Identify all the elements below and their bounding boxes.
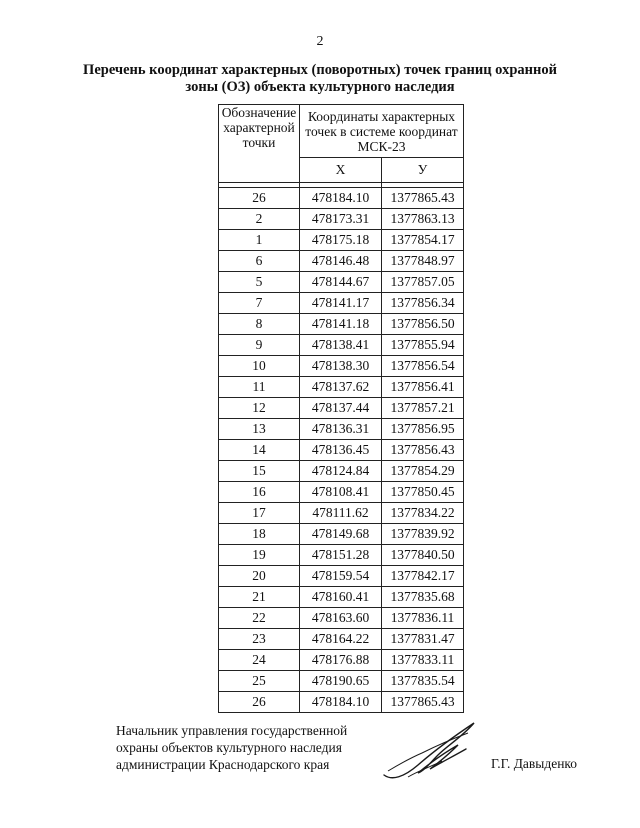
point-cell: 19 <box>219 545 300 566</box>
x-coordinate-cell: 478138.41 <box>300 335 382 356</box>
x-coordinate-cell: 478184.10 <box>300 188 382 209</box>
x-coordinate-cell: 478176.88 <box>300 650 382 671</box>
table-row <box>219 503 464 524</box>
table-row <box>219 524 464 545</box>
y-coordinate-cell: 1377835.54 <box>382 671 464 692</box>
table-row <box>219 587 464 608</box>
title-line-2: зоны (ОЗ) объекта культурного наследия <box>185 79 455 95</box>
point-cell: 22 <box>219 608 300 629</box>
point-cell: 10 <box>219 356 300 377</box>
table-row <box>219 356 464 377</box>
y-coordinate-cell: 1377842.17 <box>382 566 464 587</box>
table-row <box>219 398 464 419</box>
x-coordinate-cell: 478111.62 <box>300 503 382 524</box>
x-coordinate-cell: 478137.62 <box>300 377 382 398</box>
point-cell: 5 <box>219 272 300 293</box>
table-row <box>219 440 464 461</box>
document-title <box>60 62 580 96</box>
x-coordinate-cell: 478173.31 <box>300 209 382 230</box>
x-coordinate-cell: 478141.17 <box>300 293 382 314</box>
table-row <box>219 272 464 293</box>
x-coordinate-cell: 478184.10 <box>300 692 382 713</box>
point-cell: 26 <box>219 188 300 209</box>
point-cell: 23 <box>219 629 300 650</box>
position-line-2: охраны объектов культурного наследия <box>116 740 342 755</box>
y-coordinate-cell: 1377863.13 <box>382 209 464 230</box>
header-x: Х <box>300 158 382 183</box>
handwritten-signature <box>378 715 478 783</box>
point-cell: 13 <box>219 419 300 440</box>
table-row <box>219 293 464 314</box>
table-row <box>219 692 464 713</box>
table-row <box>219 650 464 671</box>
y-coordinate-cell: 1377836.11 <box>382 608 464 629</box>
y-coordinate-cell: 1377856.34 <box>382 293 464 314</box>
point-cell: 21 <box>219 587 300 608</box>
table-row <box>219 671 464 692</box>
signatory-name: Г.Г. Давыденко <box>491 756 578 771</box>
x-coordinate-cell: 478144.67 <box>300 272 382 293</box>
point-cell: 18 <box>219 524 300 545</box>
y-coordinate-cell: 1377848.97 <box>382 251 464 272</box>
point-cell: 16 <box>219 482 300 503</box>
coordinates-table-body <box>219 188 464 713</box>
table-row <box>219 209 464 230</box>
y-coordinate-cell: 1377856.41 <box>382 377 464 398</box>
point-cell: 7 <box>219 293 300 314</box>
page-number: 2 <box>316 34 324 49</box>
table-row <box>219 608 464 629</box>
table-row <box>219 335 464 356</box>
x-coordinate-cell: 478190.65 <box>300 671 382 692</box>
point-cell: 9 <box>219 335 300 356</box>
y-coordinate-cell: 1377840.50 <box>382 545 464 566</box>
table-row <box>219 314 464 335</box>
x-coordinate-cell: 478141.18 <box>300 314 382 335</box>
y-coordinate-cell: 1377857.05 <box>382 272 464 293</box>
table-row <box>219 566 464 587</box>
coordinates-table <box>218 104 464 713</box>
y-coordinate-cell: 1377856.50 <box>382 314 464 335</box>
position-line-3: администрации Краснодарского края <box>116 757 330 772</box>
title-line-1: Перечень координат характерных (поворотных) точек границ охранной <box>83 62 557 78</box>
y-coordinate-cell: 1377834.22 <box>382 503 464 524</box>
y-coordinate-cell: 1377856.43 <box>382 440 464 461</box>
x-coordinate-cell: 478124.84 <box>300 461 382 482</box>
point-cell: 17 <box>219 503 300 524</box>
x-coordinate-cell: 478136.45 <box>300 440 382 461</box>
table-row <box>219 545 464 566</box>
table-row <box>219 629 464 650</box>
point-cell: 15 <box>219 461 300 482</box>
x-coordinate-cell: 478175.18 <box>300 230 382 251</box>
point-cell: 14 <box>219 440 300 461</box>
point-cell: 20 <box>219 566 300 587</box>
table-row <box>219 482 464 503</box>
y-coordinate-cell: 1377857.21 <box>382 398 464 419</box>
y-coordinate-cell: 1377856.95 <box>382 419 464 440</box>
position-line-1: Начальник управления государственной <box>116 723 348 738</box>
point-cell: 8 <box>219 314 300 335</box>
y-coordinate-cell: 1377854.17 <box>382 230 464 251</box>
x-coordinate-cell: 478138.30 <box>300 356 382 377</box>
table-row <box>219 230 464 251</box>
header-coordinates: Координаты характерных точек в системе координат МСК-23 <box>300 105 464 158</box>
point-cell: 12 <box>219 398 300 419</box>
y-coordinate-cell: 1377833.11 <box>382 650 464 671</box>
table-row <box>219 188 464 209</box>
y-coordinate-cell: 1377865.43 <box>382 692 464 713</box>
point-cell: 6 <box>219 251 300 272</box>
x-coordinate-cell: 478137.44 <box>300 398 382 419</box>
x-coordinate-cell: 478164.22 <box>300 629 382 650</box>
x-coordinate-cell: 478136.31 <box>300 419 382 440</box>
y-coordinate-cell: 1377856.54 <box>382 356 464 377</box>
point-cell: 2 <box>219 209 300 230</box>
x-coordinate-cell: 478151.28 <box>300 545 382 566</box>
point-cell: 26 <box>219 692 300 713</box>
table-row <box>219 377 464 398</box>
y-coordinate-cell: 1377865.43 <box>382 188 464 209</box>
x-coordinate-cell: 478159.54 <box>300 566 382 587</box>
point-cell: 1 <box>219 230 300 251</box>
y-coordinate-cell: 1377831.47 <box>382 629 464 650</box>
table-row <box>219 461 464 482</box>
x-coordinate-cell: 478149.68 <box>300 524 382 545</box>
header-point-designation: Обозначение характерной точки <box>219 105 300 183</box>
x-coordinate-cell: 478146.48 <box>300 251 382 272</box>
y-coordinate-cell: 1377839.92 <box>382 524 464 545</box>
y-coordinate-cell: 1377835.68 <box>382 587 464 608</box>
y-coordinate-cell: 1377854.29 <box>382 461 464 482</box>
signatory-position <box>116 722 347 773</box>
point-cell: 24 <box>219 650 300 671</box>
x-coordinate-cell: 478108.41 <box>300 482 382 503</box>
header-y: У <box>382 158 464 183</box>
table-row <box>219 419 464 440</box>
point-cell: 11 <box>219 377 300 398</box>
x-coordinate-cell: 478163.60 <box>300 608 382 629</box>
table-row <box>219 251 464 272</box>
point-cell: 25 <box>219 671 300 692</box>
y-coordinate-cell: 1377850.45 <box>382 482 464 503</box>
y-coordinate-cell: 1377855.94 <box>382 335 464 356</box>
x-coordinate-cell: 478160.41 <box>300 587 382 608</box>
